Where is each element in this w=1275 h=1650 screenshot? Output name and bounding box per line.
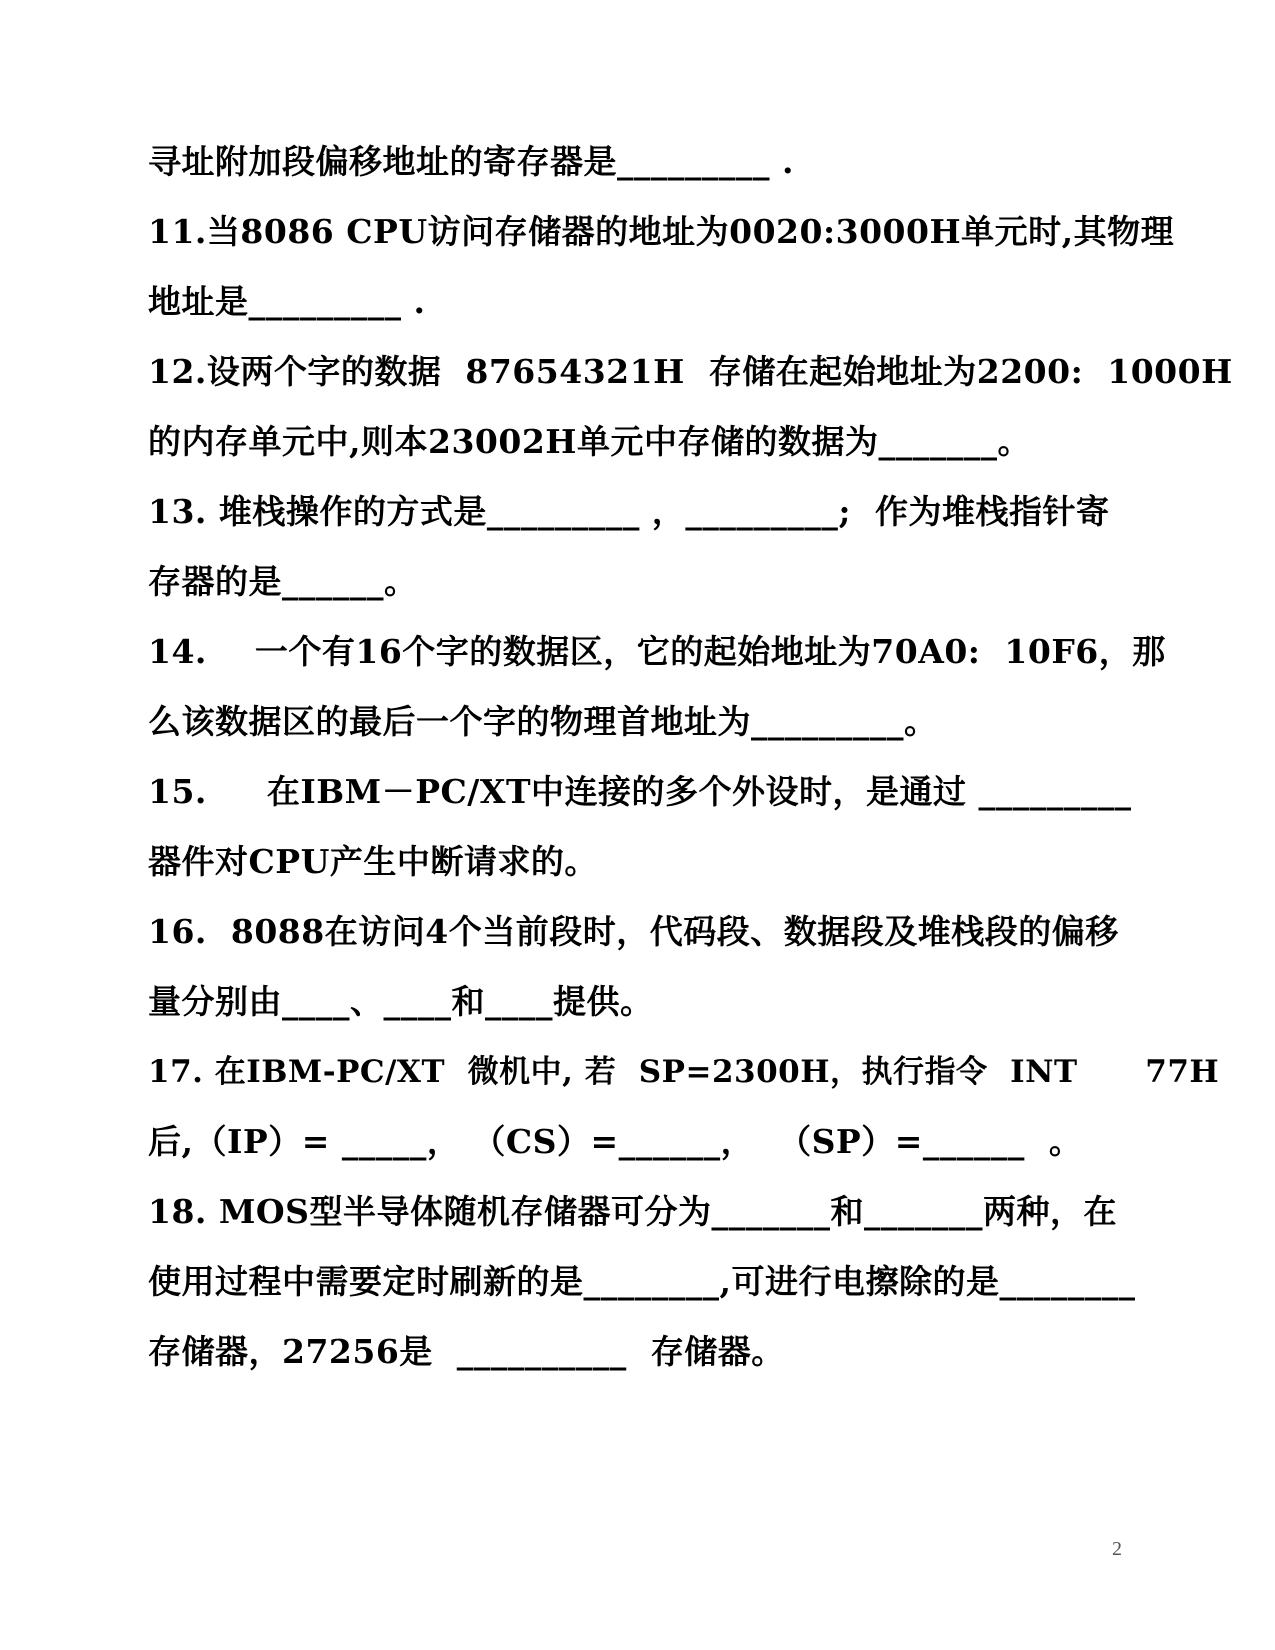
question-13-line-1: 13. 堆栈操作的方式是_________ ，_________; 作为堆栈指针寄 xyxy=(148,492,1110,531)
question-15-line-1: 15. 在IBM－PC/XT中连接的多个外设时，是通过 _________ xyxy=(148,772,1132,811)
text-line-1: 寻址附加段偏移地址的寄存器是_________ . xyxy=(148,142,794,181)
question-14-line-1: 14. 一个有16个字的数据区，它的起始地址为70A0: 10F6，那 xyxy=(148,632,1166,671)
question-16-line-2: 量分别由____、____和____提供。 xyxy=(148,982,654,1021)
question-18-line-3: 存储器，27256是 __________ 存储器。 xyxy=(148,1332,785,1371)
question-16-line-1: 16. 8088在访问4个当前段时，代码段、数据段及堆栈段的偏移 xyxy=(148,912,1119,951)
question-18-line-1: 18. MOS型半导体随机存储器可分为_______和_______两种，在 xyxy=(148,1192,1118,1231)
question-18-line-2: 使用过程中需要定时刷新的是________,可进行电擦除的是________ xyxy=(148,1262,1136,1301)
question-11-line-2: 地址是_________ . xyxy=(148,282,426,321)
question-13-line-2: 存器的是______。 xyxy=(148,562,418,601)
question-15-line-2: 器件对CPU产生中断请求的。 xyxy=(148,842,598,881)
question-14-line-2: 么该数据区的最后一个字的物理首地址为_________。 xyxy=(148,702,938,741)
page-number: 2 xyxy=(1112,1538,1122,1560)
question-11-line-1: 11.当8086 CPU访问存储器的地址为0020:3000H单元时,其物理 xyxy=(148,212,1175,251)
question-12-line-1: 12.设两个字的数据 87654321H 存储在起始地址为2200: 1000H xyxy=(148,352,1233,391)
question-17-line-1: 17. 在IBM-PC/XT 微机中, 若 SP=2300H，执行指令 INT 77H xyxy=(148,1054,1220,1090)
question-17-line-2: 后,（IP）= _____， （CS）=______， （SP）=______ 。 xyxy=(148,1122,1083,1161)
question-12-line-2: 的内存单元中,则本23002H单元中存储的数据为_______。 xyxy=(148,422,1031,461)
